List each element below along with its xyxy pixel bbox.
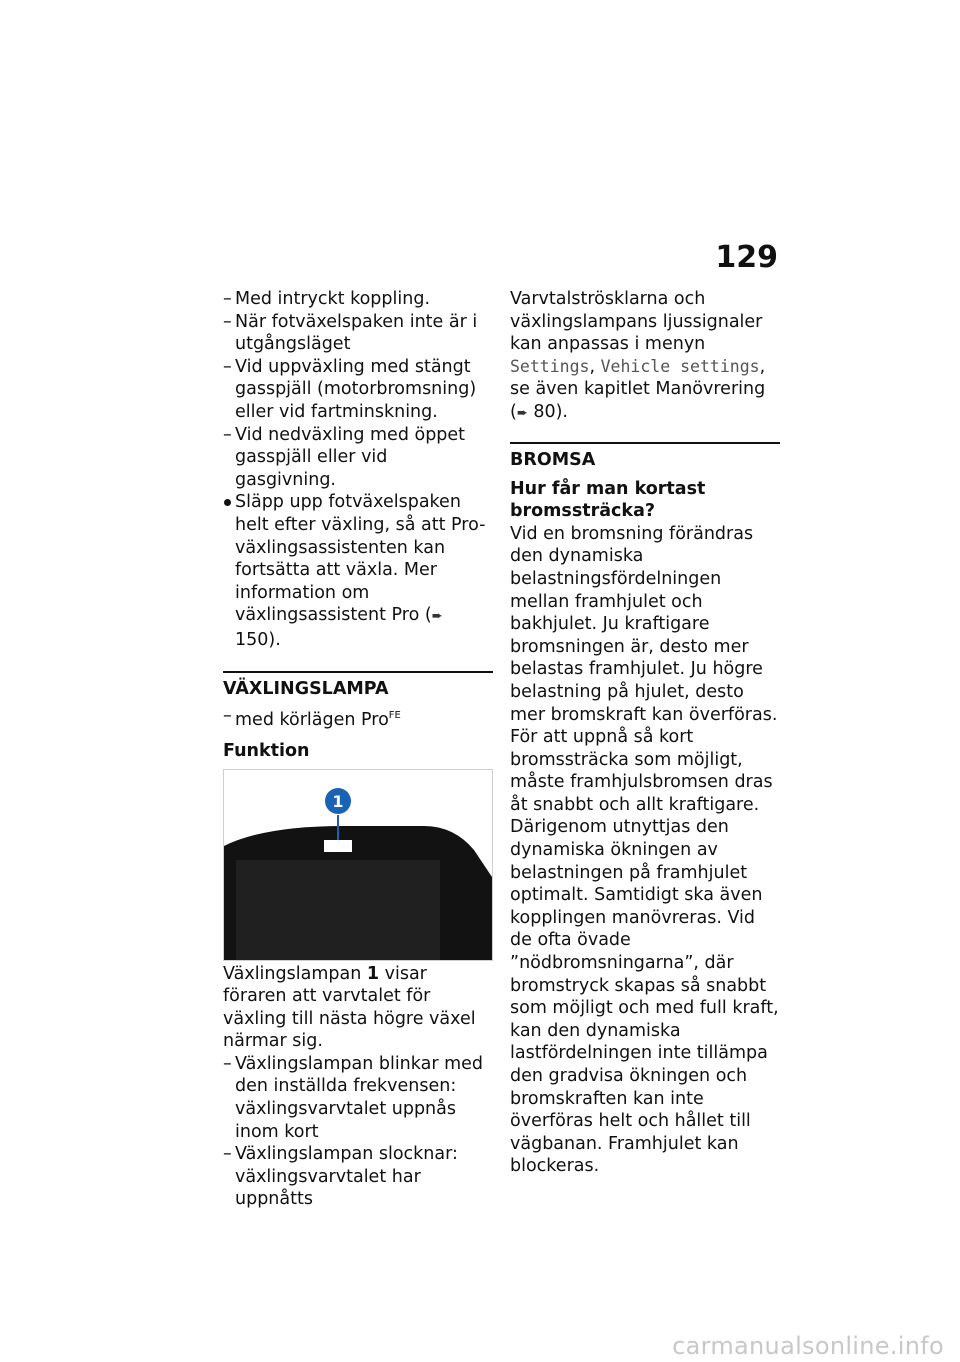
list-marker: –	[223, 705, 232, 726]
list-marker: –	[223, 1053, 232, 1074]
settings-intro	[510, 288, 780, 426]
page-ref-arrow-icon: ➨	[431, 609, 443, 625]
list-item	[223, 1143, 493, 1211]
condition-list	[223, 288, 493, 491]
list-item	[223, 311, 493, 356]
mode-note	[223, 705, 493, 731]
menu-vehicle-settings: Vehicle settings	[600, 356, 760, 376]
list-item-text: När fotväxelspaken inte är i utgångsläget	[235, 311, 478, 355]
shift-light-description	[223, 963, 493, 1053]
dashboard-display-illustration	[224, 770, 493, 961]
list-item-text: Vid nedväxling med öppet gasspjäll eller vid gasgivning.	[235, 424, 466, 490]
mode-superscript: FE	[388, 709, 401, 721]
shift-light-lamp	[324, 840, 352, 852]
list-item	[223, 1053, 493, 1143]
braking-paragraph-1: Vid en bromsning förändras den dynamiska belastningsfördelningen mellan framhjulet och bakhjulet. Ju kraftigare bromsningen är, desto mer belastas framhjulet. Ju högre belastning på hjulet, desto mer bromskraft kan överföras.	[510, 523, 778, 725]
braking-question: Hur får man kortast bromssträcka?	[510, 478, 706, 522]
bullet-dot	[224, 499, 231, 506]
intro-text: Varvtalströsklarna och växlingslampans ljussignaler kan anpassas i menyn	[510, 289, 763, 355]
list-item-text: Vid uppväxling med stängt gasspjäll (motorbromsning) eller vid fartminskning.	[235, 356, 477, 422]
page-ref-arrow-icon: ➨	[516, 405, 528, 421]
left-column	[223, 288, 493, 1211]
display-screen	[236, 860, 440, 961]
function-heading: Funktion	[223, 740, 310, 761]
braking-paragraph-2: För att uppnå så kort bromssträcka som möjligt, måste framhjulsbromsen dras åt snabbt och allt kraftigare. Därigenom utnyttjas den dynamiska ökningen av belastningen på framhjulet optimalt. Samtidigt ska även kopplingen manövreras. Vid de ofta övade ”nödbromsningarna”, där bromstryck skapas så snabbt som möjligt och med full kraft, kan den dynamiska lastfördelningen inte tillämpa den gradvisa ökningen och bromskraften kan inte överföras helt och hållet till vägbanan. Framhjulet kan blockeras.	[510, 727, 779, 1177]
mode-text: med körlägen Pro	[235, 709, 389, 730]
desc-text: visar föraren att varvtalet för växling till nästa högre växel närmar sig.	[223, 963, 476, 1052]
page-ref[interactable]: 80).	[533, 401, 568, 422]
section-heading-brake: BROMSA	[510, 442, 780, 472]
list-marker: –	[223, 289, 232, 309]
list-item	[223, 356, 493, 424]
list-item-text: Växlingslampan blinkar med den inställda frekvensen: växlingsvarvtalet uppnås inom kort	[235, 1053, 484, 1142]
list-marker: –	[223, 356, 232, 377]
menu-settings: Settings	[510, 356, 590, 376]
shift-light-figure	[223, 769, 493, 961]
list-item	[223, 288, 493, 311]
bullet-text: Släpp upp fotväxelspaken helt efter växling, så att Pro-växlingsassistenten kan fortsätta att växla. Mer information om växlingsassistent Pro (	[235, 492, 486, 626]
right-column	[510, 288, 780, 1178]
list-item-text: Med intryckt koppling.	[235, 289, 431, 309]
list-marker: –	[223, 1144, 232, 1165]
list-marker: –	[223, 311, 232, 332]
list-item	[223, 424, 493, 492]
page-ref[interactable]: 150).	[235, 629, 281, 650]
intro-text: , se även kapitlet Manövrering (	[510, 356, 766, 422]
footer-watermark: carmanualsonline.info	[672, 1332, 944, 1360]
menu-separator: ,	[589, 356, 601, 377]
page-number: 129	[715, 240, 778, 275]
instruction-bullet	[223, 491, 493, 651]
desc-callout-ref: 1	[366, 963, 380, 984]
list-item-text: Växlingslampan slocknar: växlingsvarvtalet har uppnåtts	[235, 1144, 458, 1210]
callout-number: 1	[332, 791, 344, 811]
list-marker: –	[223, 424, 232, 445]
section-heading-shift-light: VÄXLINGSLAMPA	[223, 671, 493, 701]
shift-light-states	[223, 1053, 493, 1211]
desc-text: Växlingslampan	[223, 963, 367, 984]
